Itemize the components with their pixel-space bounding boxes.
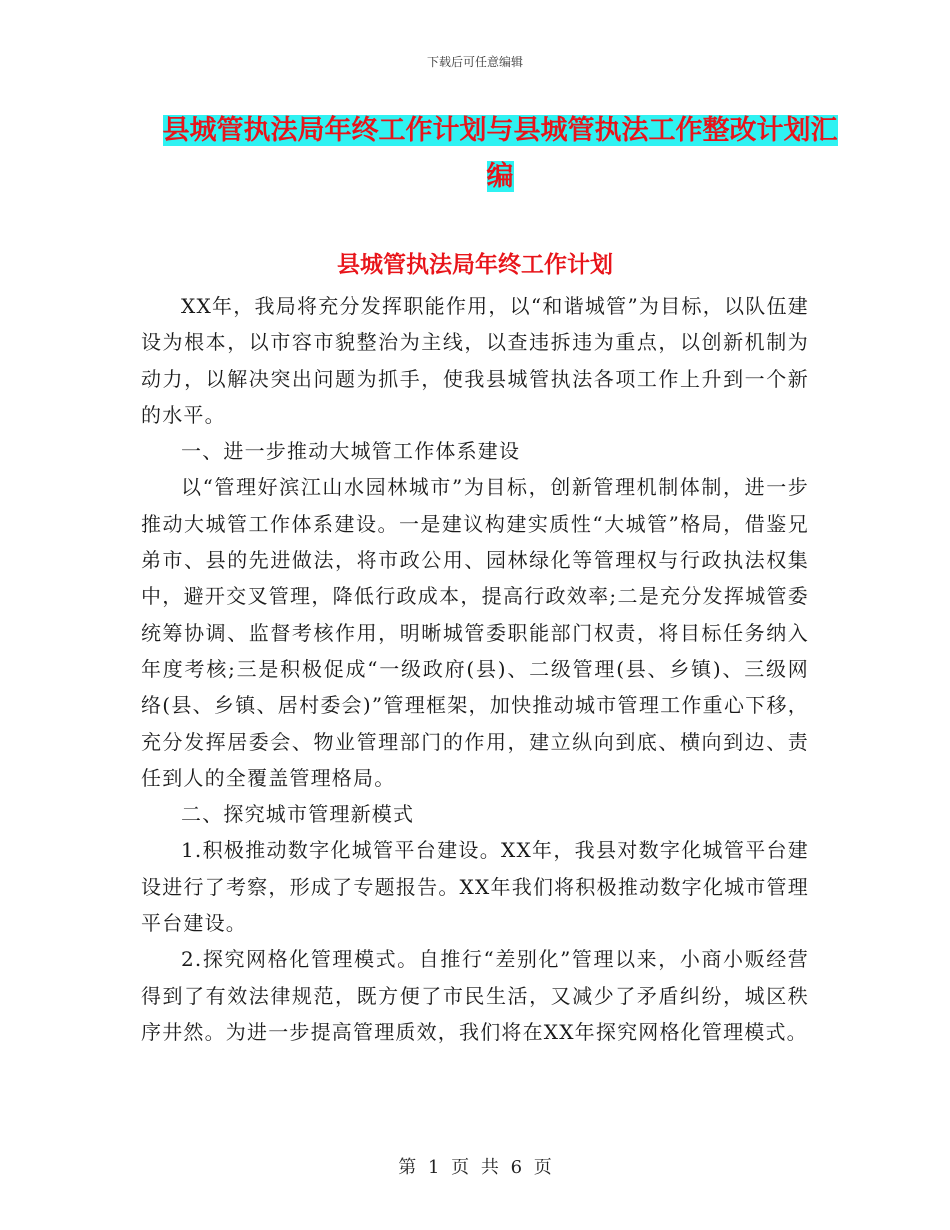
paragraph-one: 以“管理好滨江山水园林城市”为目标，创新管理机制体制，进一步推动大城管工作体系建设。一是建议构建实质性“大城管”格局，借鉴兄弟市、县的先进做法，将市政公用、园林绿化等管理权与行政执法权集中，避开交叉管理，降低行政成本，提高行政效率;二是充分发挥城管委统筹协调、监督考核作用，明晰城管委职能部门权责，将目标任务纳入年度考核;三是积极促成“一级政府(县)、二级管理(县、乡镇)、三级网络(县、乡镇、居村委会)”管理框架，加快推动城市管理工作重心下移，充分发挥居委会、物业管理部门的作用，建立纵向到底、横向到边、责任到人的全覆盖管理格局。 bbox=[141, 475, 809, 790]
paragraph-intro: XX年，我局将充分发挥职能作用，以“和谐城管”为目标，以队伍建设为根本，以市容市貌整治为主线，以查违拆违为重点，以创新机制为动力，以解决突出问题为抓手，使我县城管执法各项工作上升到一个新的水平。 bbox=[141, 294, 809, 427]
document-body bbox=[141, 288, 809, 1050]
heading-one: 一、进一步推动大城管工作体系建设 bbox=[181, 439, 521, 464]
header-note: 下载后可任意编辑 bbox=[426, 55, 523, 69]
document-title-text: 县城管执法局年终工作计划与县城管执法工作整改计划汇编 bbox=[162, 115, 838, 192]
heading-two: 二、探究城市管理新模式 bbox=[181, 802, 415, 827]
section-title: 县城管执法局年终工作计划 bbox=[337, 252, 613, 278]
page-number: 第 1 页 共 6 页 bbox=[398, 1157, 552, 1178]
document-title bbox=[150, 108, 850, 200]
paragraph-two-item-two: 2.探究网格化管理模式。自推行“差别化”管理以来，小商小贩经营得到了有效法律规范，既方便了市民生活，又减少了矛盾纠纷，城区秩序井然。为进一步提高管理质效，我们将在XX年探究网格化管理模式。 bbox=[141, 947, 809, 1044]
paragraph-two-item-one: 1.积极推动数字化城管平台建设。XX年，我县对数字化城管平台建设进行了考察，形成了专题报告。XX年我们将积极推动数字化城市管理平台建设。 bbox=[141, 838, 809, 936]
